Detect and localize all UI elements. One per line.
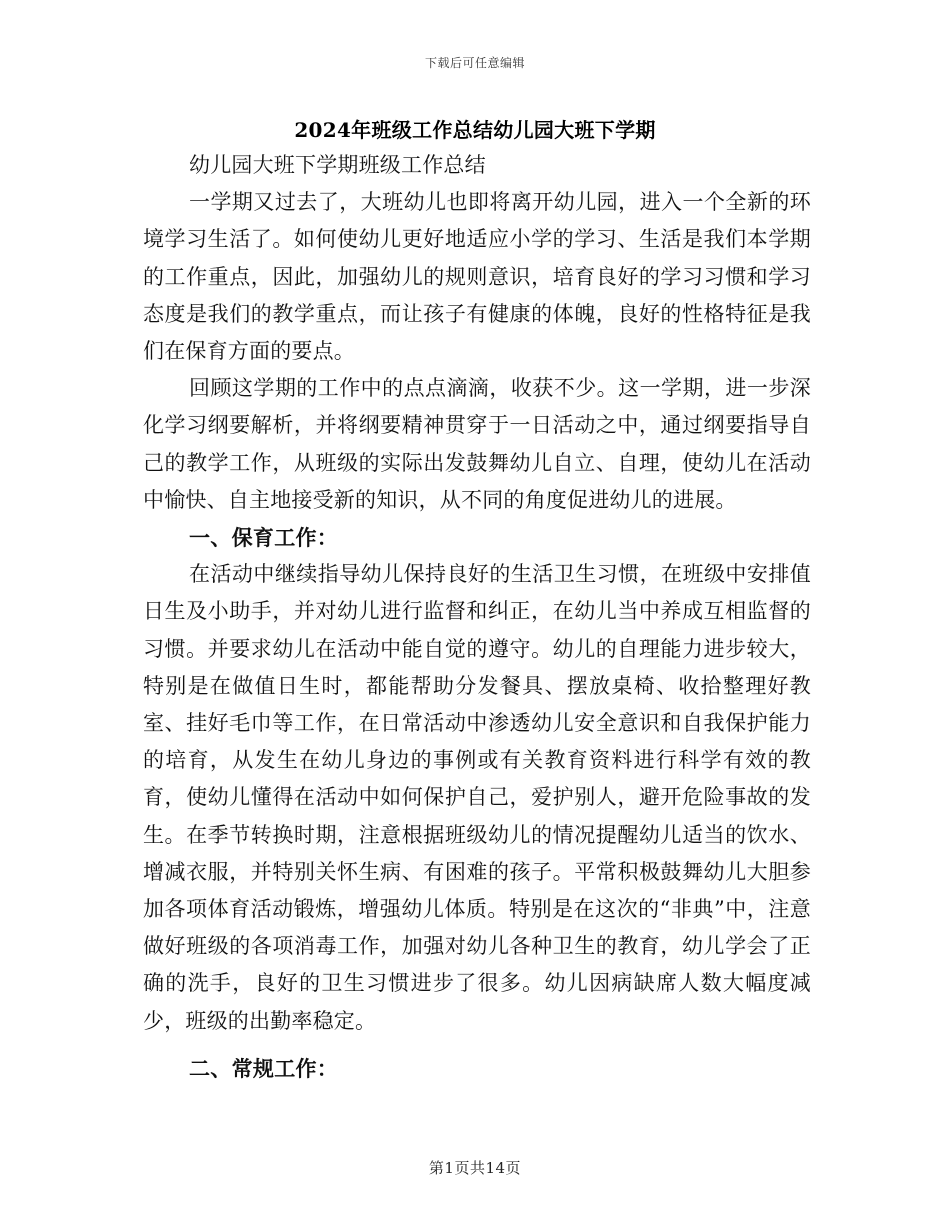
section-heading-routine: 二、常规工作：	[189, 1055, 339, 1081]
page-number: 第1页共14页	[428, 1159, 522, 1177]
header-note: 下载后可任意编辑	[424, 56, 525, 70]
document-subtitle: 幼儿园大班下学期班级工作总结	[189, 153, 486, 177]
childcare-paragraph: 在活动中继续指导幼儿保持良好的生活卫生习惯，在班级中安排值日生及小助手，并对幼儿进行监督和纠正，在幼儿当中养成互相监督的习惯。并要求幼儿在活动中能自觉的遵守。幼儿的自理能力进步较大，特别是在做值日生时，都能帮助分发餐具、摆放桌椅、收拾整理好教室、挂好毛巾等工作，在日常活动中渗透幼儿安全意识和自我保护能力的培育，从发生在幼儿身边的事例或有关教育资料进行科学有效的教育，使幼儿懂得在活动中如何保护自己，爱护别人，避开危险事故的发生。在季节转换时期，注意根据班级幼儿的情况提醒幼儿适当的饮水、增减衣服，并特别关怀生病、有困难的孩子。平常积极鼓舞幼儿大胆参加各项体育活动锻炼，增强幼儿体质。特别是在这次的“非典”中，注意做好班级的各项消毒工作，加强对幼儿各种卫生的教育，幼儿学会了正确的洗手，良好的卫生习惯进步了很多。幼儿因病缺席人数大幅度减少，班级的出勤率稳定。	[143, 562, 811, 1033]
document-title: 2024年班级工作总结幼儿园大班下学期	[294, 118, 656, 142]
intro-paragraph: 一学期又过去了，大班幼儿也即将离开幼儿园，进入一个全新的环境学习生活了。如何使幼儿更好地适应小学的学习、生活是我们本学期的工作重点，因此，加强幼儿的规则意识，培育良好的学习习惯和学习态度是我们的教学重点，而让孩子有健康的体魄，良好的性格特征是我们在保育方面的要点。	[143, 190, 811, 364]
document-body	[143, 147, 811, 1087]
section-heading-childcare: 一、保育工作：	[189, 525, 339, 551]
review-paragraph: 回顾这学期的工作中的点点滴滴，收获不少。这一学期，进一步深化学习纲要解析，并将纲要精神贯穿于一日活动之中，通过纲要指导自己的教学工作，从班级的实际出发鼓舞幼儿自立、自理，使幼儿在活动中愉快、自主地接受新的知识，从不同的角度促进幼儿的进展。	[143, 376, 811, 512]
